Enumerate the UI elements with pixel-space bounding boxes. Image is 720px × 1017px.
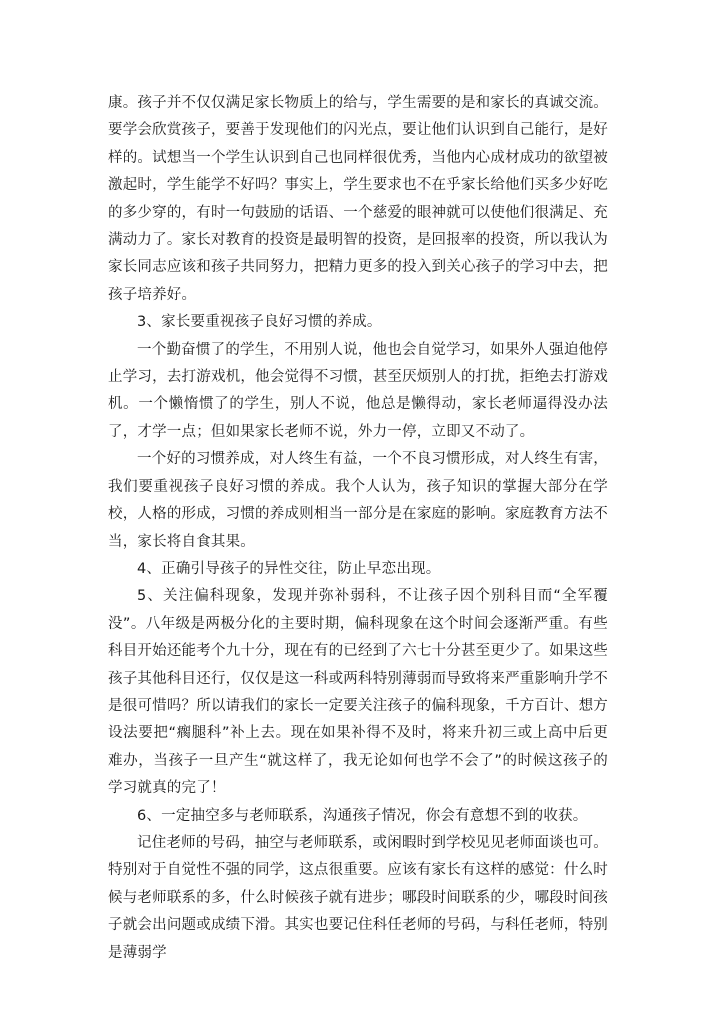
paragraph-diligent-habits: 一个勤奋惯了的学生，不用别人说，他也会自觉学习，如果外人强迫他停止学习，去打游戏机，他会觉得不习惯，甚至厌烦别人的打扰，拒绝去打游戏机。一个懒惰惯了的学生，别人不说，他总是懒得动，家长老师逼得没办法了，才学一点；但如果家长老师不说，外力一停，立即又不动了。	[108, 341, 608, 440]
section-heading-6: 6、一定抽空多与老师联系，沟通孩子情况，你会有意想不到的收获。	[137, 807, 588, 824]
paragraph-contact-teachers: 记住老师的号码，抽空与老师联系，或闲暇时到学校见见老师面谈也可。特别对于自觉性不强的同学，这点很重要。应该有家长有这样的感觉：什么时候与老师联系的多，什么时候孩子就有进步；哪段时间联系的少，哪段时间孩子就会出问题或成绩下滑。其实也要记住科任老师的号码，与科任老师，特别是薄弱学	[108, 834, 608, 961]
section-heading-3: 3、家长要重视孩子良好习惯的养成。	[137, 314, 382, 331]
section-heading-4: 4、正确引导孩子的异性交往，防止早恋出现。	[137, 560, 441, 577]
section-heading-5: 5、关注偏科现象，发现并弥补弱科，不让孩子因个别科目而“全军覆没”。八年级是两极分化的主要时期，偏科现象在这个时间会逐渐严重。有些科目开始还能考个九十分，现在有的已经到了六七十分甚至更少了。如果这些孩子其他科目还行，仅仅是这一科或两科特别薄弱而导致将来严重影响升学不是很可惜吗？所以请我们的家长一定要关注孩子的偏科现象，千方百计、想方设法要把“瘸腿科”补上去。现在如果补得不及时，将来升初三或上高中后更难办，当孩子一旦产生“就这样了，我无论如何也学不会了”的时候这孩子的学习就真的完了！	[108, 588, 608, 797]
document-body	[108, 90, 608, 967]
paragraph-continuation: 康。孩子并不仅仅满足家长物质上的给与，学生需要的是和家长的真诚交流。要学会欣赏孩子，要善于发现他们的闪光点，要让他们认识到自己能行，是好样的。试想当一个学生认识到自己也同样很优秀，当他内心成材成功的欲望被激起时，学生能学不好吗？事实上，学生要求也不在乎家长给他们买多少好吃的多少穿的，有时一句鼓励的话语、一个慈爱的眼神就可以使他们很满足、充满动力了。家长对教育的投资是最明智的投资，是回报率的投资，所以我认为家长同志应该和孩子共同努力，把精力更多的投入到关心孩子的学习中去，把孩子培养好。	[108, 95, 608, 303]
paragraph-good-habits: 一个好的习惯养成，对人终生有益，一个不良习惯形成，对人终生有害，我们要重视孩子良好习惯的养成。我个人认为，孩子知识的掌握大部分在学校，人格的形成，习惯的养成则相当一部分是在家庭的影响。家庭教育方法不当，家长将自食其果。	[108, 451, 608, 550]
